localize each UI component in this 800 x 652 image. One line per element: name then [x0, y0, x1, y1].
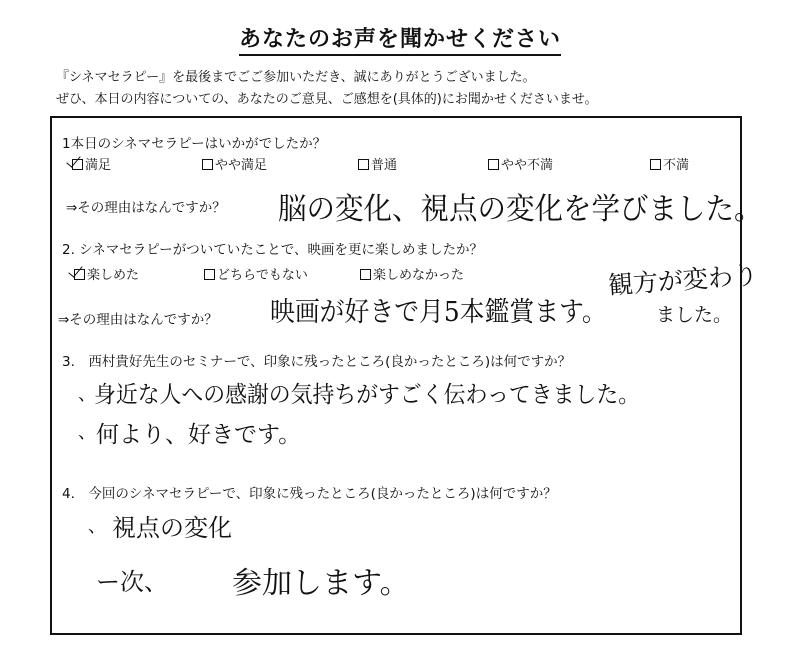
- q1-option-label: 普通: [371, 158, 398, 173]
- q2-handwritten-answer-3[interactable]: ました。: [656, 304, 733, 326]
- survey-form: [50, 116, 763, 635]
- q2-reason-prompt: ⇒その理由はなんですか？: [58, 312, 218, 328]
- checkbox-icon[interactable]: [204, 269, 215, 280]
- checkbox-icon[interactable]: [360, 269, 371, 280]
- q1-reason-prompt: ⇒その理由はなんですか？: [66, 200, 226, 216]
- q4-handwritten-answer-3[interactable]: 参加します。: [232, 566, 410, 601]
- bullet-icon: 、: [78, 422, 96, 443]
- q2-option-neither[interactable]: [204, 264, 308, 283]
- checkbox-icon[interactable]: [488, 159, 499, 170]
- q2-option-label: どちらでもない: [217, 268, 308, 283]
- q1-option-label: 満足: [85, 158, 112, 173]
- q1-question: 1本日のシネマセラピーはいかがでしたか？: [62, 136, 327, 152]
- q2-option-label: 楽しめた: [87, 268, 140, 283]
- q1-option-label: やや不満: [501, 158, 554, 173]
- q1-option-satisfied[interactable]: [72, 154, 111, 173]
- q3-handwritten-answer-2[interactable]: 何より、好きです。: [96, 422, 302, 448]
- bullet-icon: 、: [88, 516, 106, 537]
- q2-handwritten-answer-2[interactable]: 観方が変わり: [607, 260, 759, 300]
- checkbox-icon[interactable]: [202, 159, 213, 170]
- q1-option-dissatisfied[interactable]: [650, 154, 689, 173]
- q4-handwritten-answer-1[interactable]: 視点の変化: [112, 514, 232, 542]
- q2-option-not-enjoyed[interactable]: [360, 264, 464, 283]
- bullet-icon: 、: [78, 384, 96, 405]
- q2-question: 2. シネマセラピーがついていたことで、映画を更に楽しめましたか？: [62, 242, 483, 258]
- checked-checkbox-icon[interactable]: [72, 159, 83, 170]
- checkbox-icon[interactable]: [358, 159, 369, 170]
- q1-option-label: やや満足: [215, 158, 268, 173]
- q2-option-enjoyed[interactable]: [74, 264, 139, 283]
- q3-question: 3. 西村貴好先生のセミナーで、印象に残ったところ(良かったところ)は何ですか？: [62, 354, 572, 370]
- intro-line-2: ぜひ、本日の内容についての、あなたのご意見、ご感想を(具体的)にお聞かせくださいませ。: [56, 92, 598, 107]
- page-title: [0, 22, 800, 53]
- q3-handwritten-answer-1[interactable]: 身近な人への感謝の気持ちがすごく伝わってきました。: [94, 382, 641, 408]
- q1-option-label: 不満: [663, 158, 690, 173]
- page-title-text: あなたのお声を聞かせください: [239, 27, 561, 56]
- intro-line-1: 『シネマセラピー』を最後までごご参加いただき、誠にありがとうございました。: [56, 70, 536, 85]
- q1-option-somewhat-dissatisfied[interactable]: [488, 154, 553, 173]
- checked-checkbox-icon[interactable]: [74, 269, 85, 280]
- q4-question: 4. 今回のシネマセラピーで、印象に残ったところ(良かったところ)は何ですか？: [62, 486, 557, 502]
- q1-option-somewhat-satisfied[interactable]: [202, 154, 267, 173]
- q2-option-label: 楽しめなかった: [373, 268, 465, 283]
- q4-handwritten-answer-2[interactable]: ー次、: [96, 568, 168, 596]
- q1-option-neutral[interactable]: [358, 154, 397, 173]
- q2-handwritten-answer-1[interactable]: 映画が好きで月5本鑑賞ます。: [270, 297, 607, 328]
- checkbox-icon[interactable]: [650, 159, 661, 170]
- q1-handwritten-answer[interactable]: 脳の変化、視点の変化を学びました。: [278, 192, 763, 227]
